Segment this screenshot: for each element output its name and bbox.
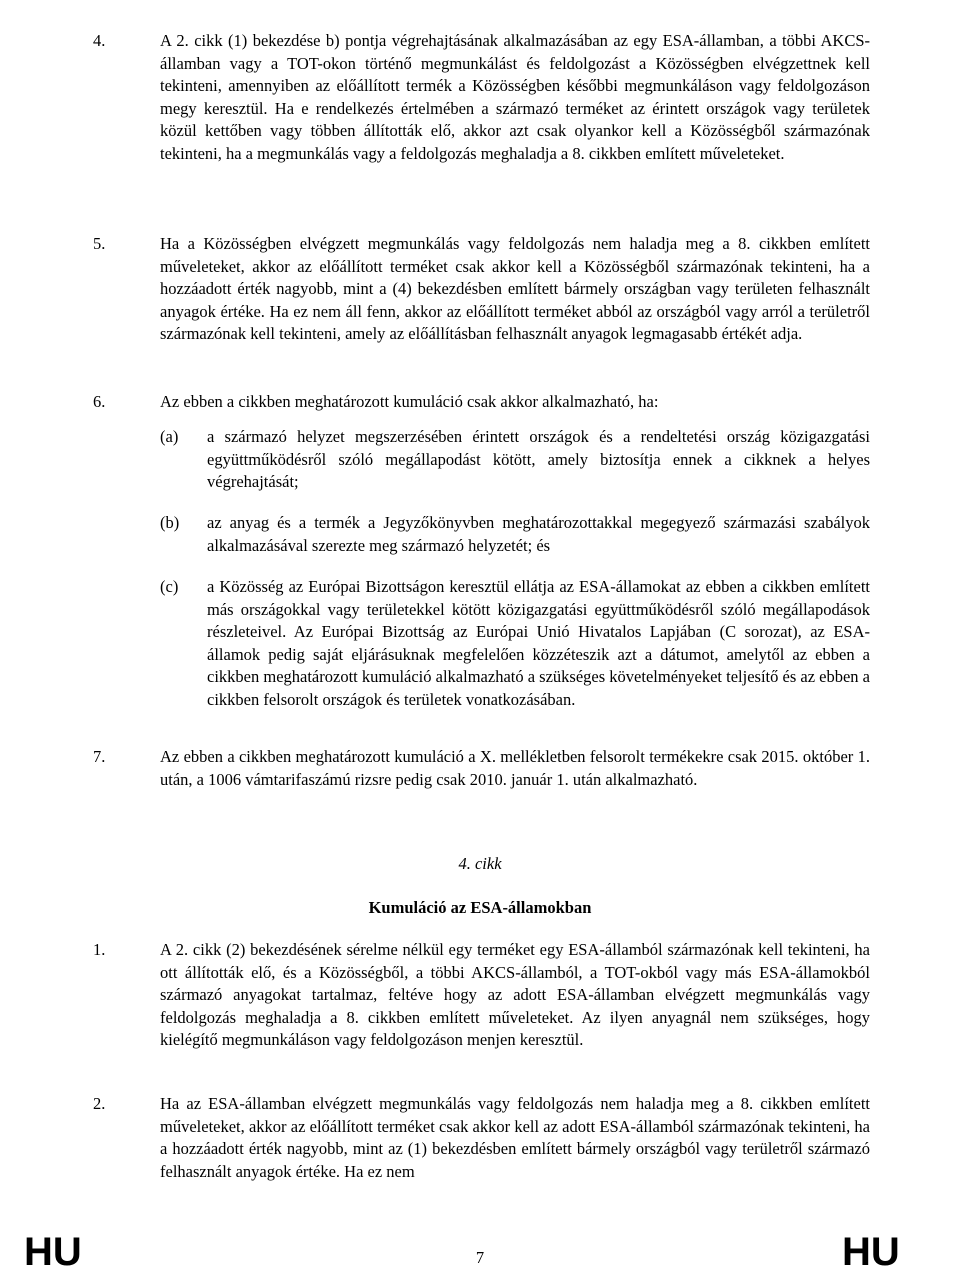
paragraph-text: Ha a Közösségben elvégzett megmunkálás vagy feldolgozás nem haladja meg a 8. cikkben említett műveleteket, akkor az előállított terméket csak akkor kell a Közösségből származónak tekinteni, ha a hozzáadott érték nagyobb, mint a (4) bekezdésben említett bármely országban vagy területen felhasznált anyagok értéke. Ha ez nem áll fenn, akkor az előállított terméket abból az országból vagy arról a területről származónak kell tekinteni, amely az előállításban felhasznált anyagok legmagasabb értékét adja. xyxy=(160,234,870,343)
subitem-label: (b) xyxy=(160,513,180,532)
footer-language-left: HU xyxy=(24,1230,82,1274)
article-reference: 4. cikk xyxy=(458,854,502,873)
subitem-text: a származó helyzet megszerzésében érintett országok és a rendeltetési ország közigazgatási együttműködésről szóló megállapodást kötött, amely biztosítja ennek a cikknek a helyes végrehajtását; xyxy=(207,427,870,491)
paragraph-text: A 2. cikk (1) bekezdése b) pontja végrehajtásának alkalmazásában az egy ESA-államban, a többi AKCS-államban vagy a TOT-okon történő megmunkálást és feldolgozást a Közösségben elvégzettnek kell tekinteni, amennyiben az előállított termék a Közösségben későbbi megmunkáláson vagy feldolgozáson megy keresztül. Ha e rendelkezés értelmében a származó terméket az érintett országok vagy területek közül kettőben vagy többen állították elő, akkor azt csak olyankor kell a Közösségből származónak tekinteni, ha a megmunkálás vagy a feldolgozás meghaladja a 8. cikkben említett műveleteket. xyxy=(160,31,870,163)
subitem-c xyxy=(160,576,870,711)
subitem-b xyxy=(160,512,870,557)
paragraph-number: 2. xyxy=(93,1094,106,1113)
article-paragraph-2 xyxy=(93,1093,870,1183)
paragraph-text: A 2. cikk (2) bekezdésének sérelme nélkül egy terméket egy ESA-államból származónak kell tekinteni, ha ott állították elő, és a Közösségből, a többi AKCS-államból, a TOT-okból vagy más ESA-államokból származó anyagokat tartalmaz, feltéve hogy az adott ESA-államban elvégzett megmunkálás vagy feldolgozás meghaladja a 8. cikkben említett műveleteket. Az ilyen anyagnál nem szükséges, hogy kielégítő megmunkáláson vagy feldolgozáson menjen keresztül. xyxy=(160,940,870,1049)
paragraph-6 xyxy=(93,391,870,414)
paragraph-text: Ha az ESA-államban elvégzett megmunkálás vagy feldolgozás nem haladja meg a 8. cikkben említett műveleteket, akkor az előállított terméket csak akkor kell az adott ESA-államból származónak tekinteni, ha a hozzáadott érték nagyobb, mint az (1) bekezdésben említett bármely országból vagy területről származó felhasznált anyagok értéke. Ha ez nem xyxy=(160,1094,870,1181)
subitem-a xyxy=(160,426,870,494)
article-title: Kumuláció az ESA-államokban xyxy=(368,898,592,917)
footer-language-right: HU xyxy=(842,1230,900,1274)
paragraph-number: 4. xyxy=(93,31,106,50)
paragraph-number: 6. xyxy=(93,392,106,411)
paragraph-number: 5. xyxy=(93,234,106,253)
paragraph-7 xyxy=(93,746,870,791)
subitem-label: (c) xyxy=(160,577,179,596)
page-number: 7 xyxy=(475,1248,485,1267)
paragraph-text: Az ebben a cikkben meghatározott kumuláció a X. mellékletben felsorolt termékekre csak 2015. október 1. után, a 1006 vámtarifaszámú rizsre pedig csak 2010. január 1. után alkalmazható. xyxy=(160,747,870,789)
article-paragraph-1 xyxy=(93,939,870,1052)
paragraph-text: Az ebben a cikkben meghatározott kumuláció csak akkor alkalmazható, ha: xyxy=(160,392,659,411)
paragraph-4 xyxy=(93,30,870,165)
subitem-text: az anyag és a termék a Jegyzőkönyvben meghatározottakkal megegyező származási szabályok alkalmazásával szerezte meg származó helyzetét; és xyxy=(207,513,870,555)
paragraph-number: 1. xyxy=(93,940,106,959)
subitem-text: a Közösség az Európai Bizottságon keresztül ellátja az ESA-államokat az ebben a cikkben említett más országokkal vagy területekkel kötött közigazgatási együttműködésről szóló megállapodások részleteivel. Az Európai Bizottság az Európai Unió Hivatalos Lapjában (C sorozat), az ESA-államok pedig saját eljárásuknak megfelelően közzéteszik azt a dátumot, amelytől az ebben a cikkben meghatározott kumuláció alkalmazható a szükséges követelményeket teljesítő és az ebben a cikkben felsorolt országok és területek vonatkozásában. xyxy=(207,577,870,709)
paragraph-number: 7. xyxy=(93,747,106,766)
paragraph-5 xyxy=(93,233,870,346)
subitem-label: (a) xyxy=(160,427,179,446)
